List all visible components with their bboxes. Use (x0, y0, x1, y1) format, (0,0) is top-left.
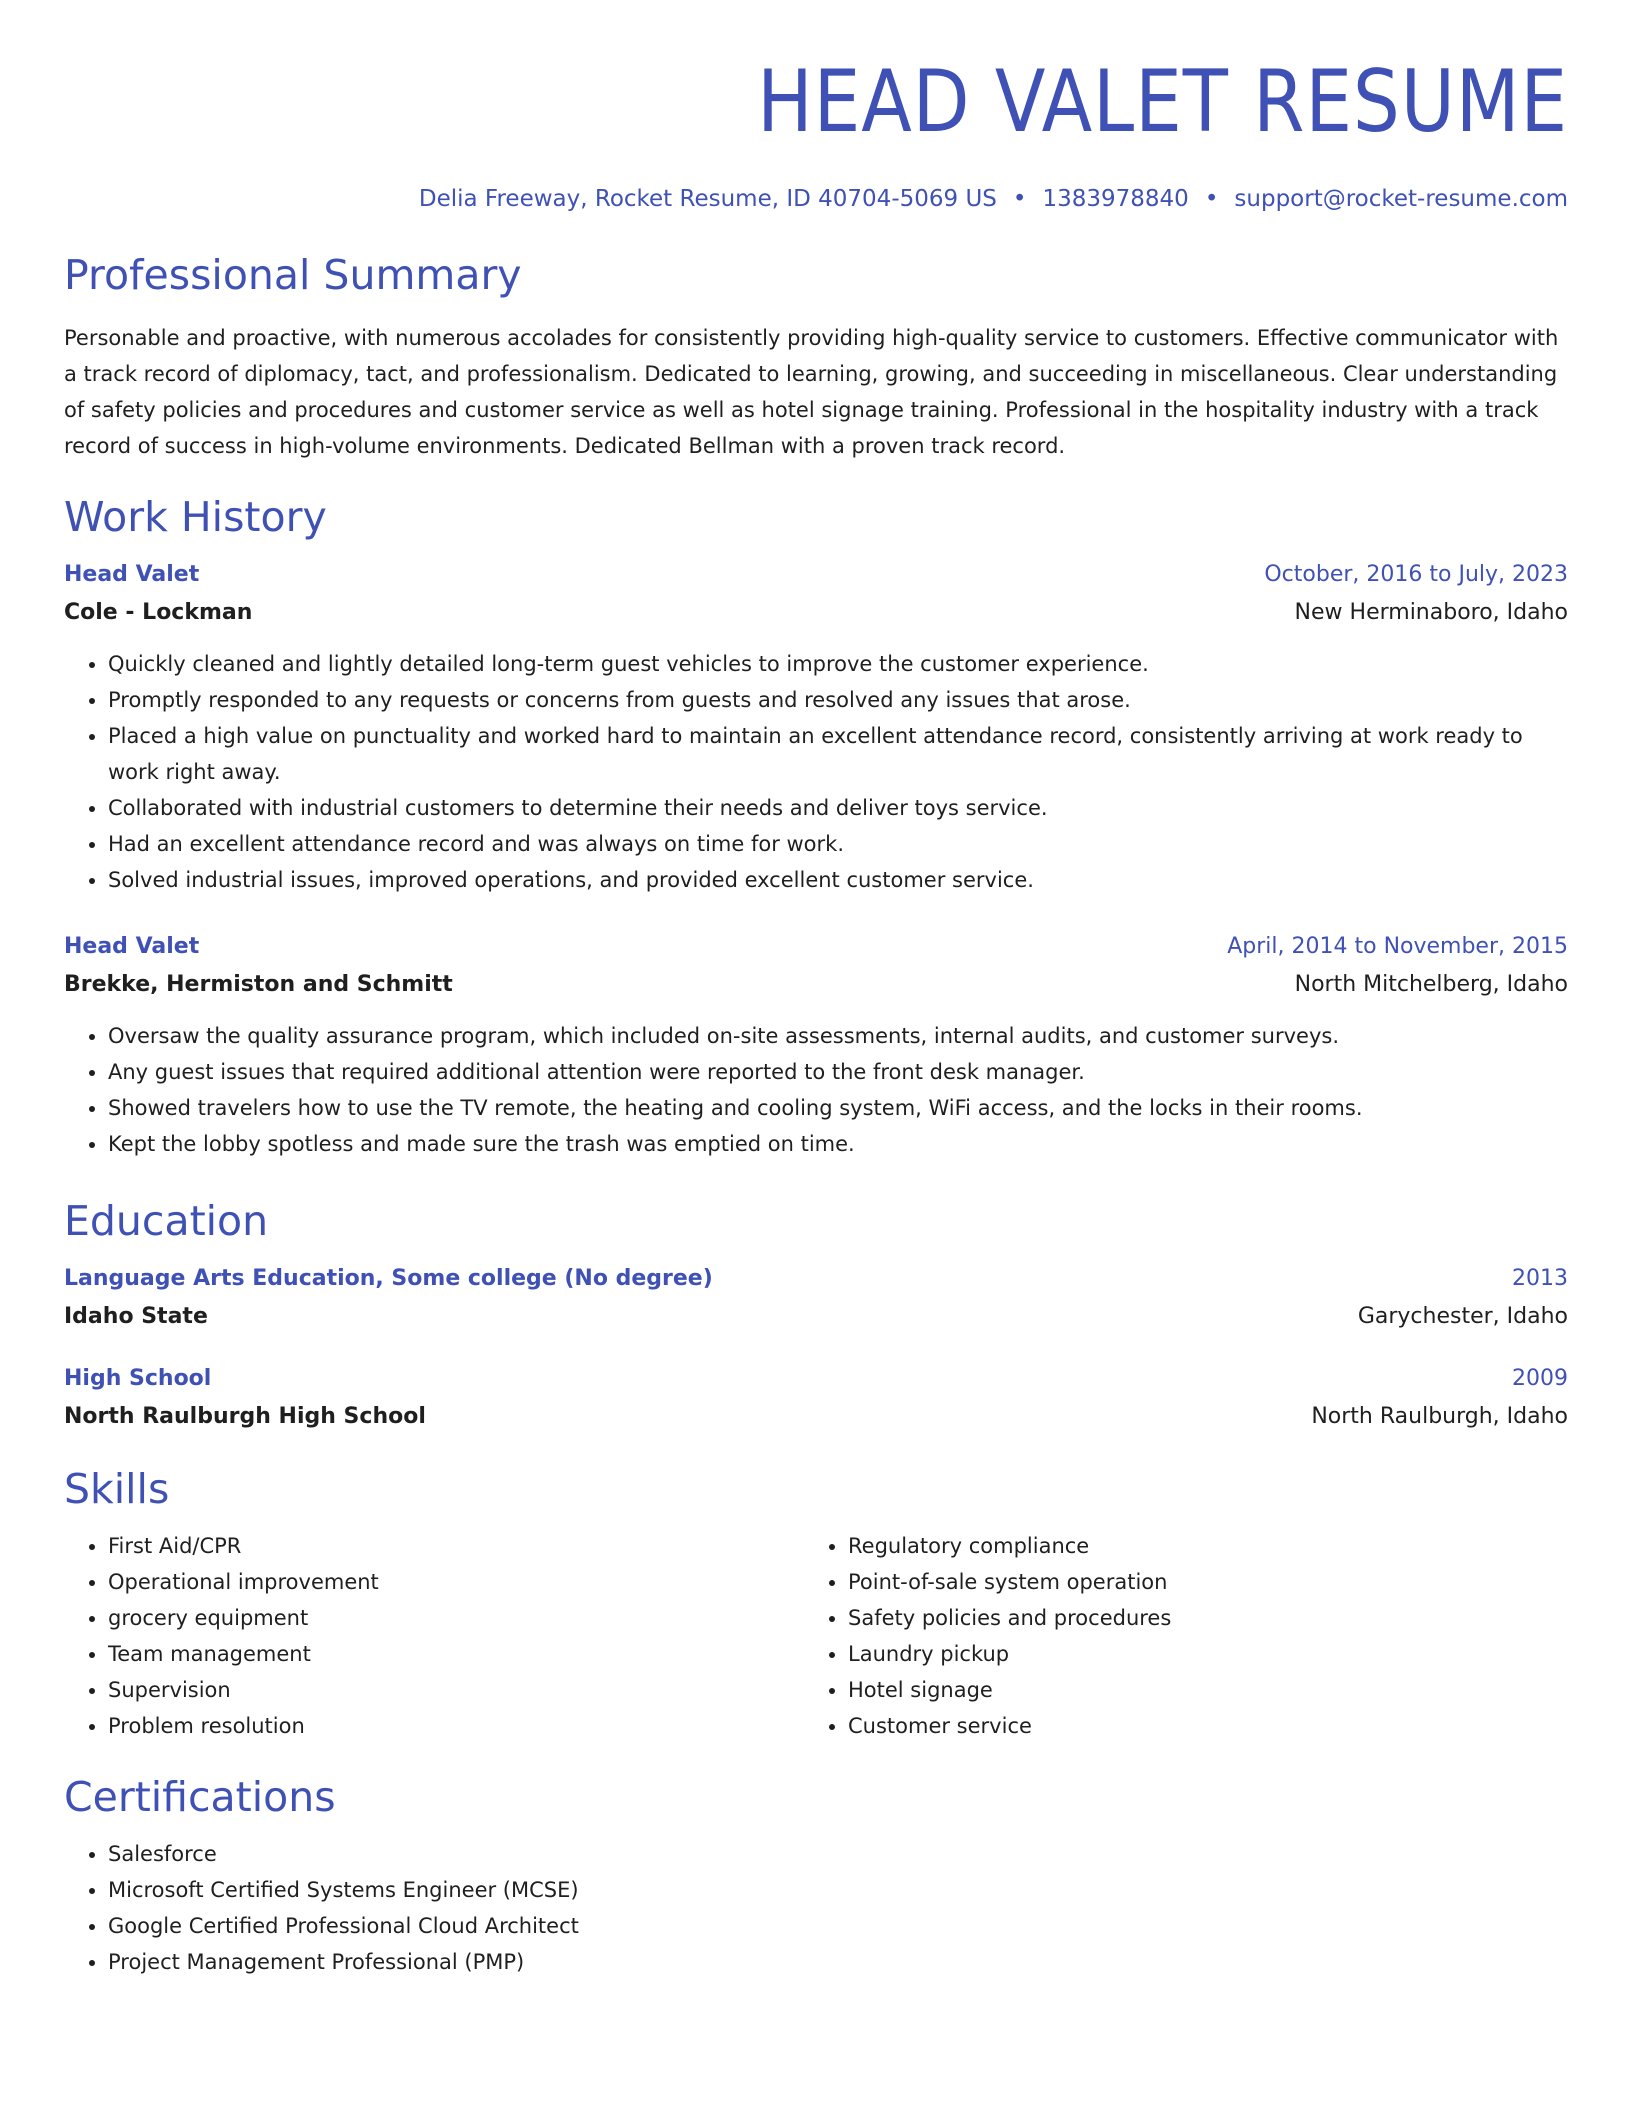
job-duty: • Kept the lobby spotless and made sure the trash was emptied on time. (108, 1126, 1568, 1162)
skill-item: • Regulatory compliance (848, 1528, 1544, 1564)
contact-separator: • (1012, 186, 1027, 212)
job-duty: • Had an excellent attendance record and was always on time for work. (108, 826, 1568, 862)
job-entry (64, 928, 1568, 1162)
skill-item: • Supervision (108, 1672, 804, 1708)
skill-item: • grocery equipment (108, 1600, 804, 1636)
contact-email[interactable]: support@rocket-resume.com (1234, 186, 1568, 212)
certifications-heading: Certifications (64, 1773, 336, 1821)
education-heading: Education (64, 1197, 269, 1245)
job-duty: • Placed a high value on punctuality and worked hard to maintain an excellent attendance record, consistently arriving at work ready to work right away. (108, 718, 1568, 790)
contact-address: Delia Freeway, Rocket Resume, ID 40704-5069 US (418, 186, 997, 212)
contact-line (64, 182, 1568, 216)
skill-item: • Team management (108, 1636, 804, 1672)
education-entry (64, 1260, 1568, 1336)
education-school-row (64, 1398, 1568, 1436)
skill-item: • First Aid/CPR (108, 1528, 804, 1564)
job-duty: • Solved industrial issues, improved operations, and provided excellent customer service. (108, 862, 1568, 898)
job-duties-list (64, 1018, 1568, 1162)
job-company: Brekke, Hermiston and Schmitt (64, 972, 453, 997)
summary-text: Personable and proactive, with numerous accolades for consistently providing high-quality service to customers. Effective communicator with a track record of diplomacy, tact, and professionalism. Dedicated to learning, growing, and succeeding in miscellaneous. Clear understanding of safety policies and procedures and customer service as well as hotel signage training. Professional in the hospitality industry with a track record of success in high-volume environments. Dedicated Bellman with a proven track record. (64, 326, 1559, 458)
certification-item: • Microsoft Certified Systems Engineer (MCSE) (108, 1872, 1568, 1908)
certification-item: • Google Certified Professional Cloud Architect (108, 1908, 1568, 1944)
education-header-row (64, 1360, 1568, 1398)
education-degree: High School (64, 1366, 212, 1391)
education-school: Idaho State (64, 1304, 208, 1329)
skill-item: • Operational improvement (108, 1564, 804, 1600)
job-header-row (64, 928, 1568, 966)
skills-column-right (804, 1528, 1544, 1744)
job-entry (64, 556, 1568, 898)
education-location: Garychester, Idaho (1357, 1304, 1568, 1329)
summary-heading: Professional Summary (64, 251, 522, 299)
job-company-row (64, 966, 1568, 1004)
resume-title: HEAD VALET RESUME (757, 52, 1568, 152)
job-header-row (64, 556, 1568, 594)
skills-column-left (64, 1528, 804, 1744)
skill-item: • Problem resolution (108, 1708, 804, 1744)
certification-item: • Salesforce (108, 1836, 1568, 1872)
job-company-row (64, 594, 1568, 632)
skill-item: • Point-of-sale system operation (848, 1564, 1544, 1600)
skill-item: • Hotel signage (848, 1672, 1544, 1708)
skill-item: • Customer service (848, 1708, 1544, 1744)
job-duty: • Oversaw the quality assurance program, which included on-site assessments, internal audits, and customer surveys. (108, 1018, 1568, 1054)
job-duty: • Quickly cleaned and lightly detailed long-term guest vehicles to improve the customer experience. (108, 646, 1568, 682)
job-location: North Mitchelberg, Idaho (1294, 972, 1568, 997)
work-history-heading: Work History (64, 493, 327, 541)
education-degree: Language Arts Education, Some college (No degree) (64, 1266, 713, 1291)
job-role: Head Valet (64, 934, 200, 959)
education-location: North Raulburgh, Idaho (1311, 1404, 1568, 1429)
education-year: 2013 (1512, 1266, 1568, 1291)
contact-separator: • (1204, 186, 1219, 212)
skills-heading: Skills (64, 1465, 170, 1513)
certification-item: • Project Management Professional (PMP) (108, 1944, 1568, 1980)
job-duty: • Collaborated with industrial customers to determine their needs and deliver toys service. (108, 790, 1568, 826)
education-school-row (64, 1298, 1568, 1336)
job-duty: • Showed travelers how to use the TV remote, the heating and cooling system, WiFi access, and the locks in their rooms. (108, 1090, 1568, 1126)
skill-item: • Safety policies and procedures (848, 1600, 1544, 1636)
job-role: Head Valet (64, 562, 200, 587)
job-duties-list (64, 646, 1568, 898)
job-dates: April, 2014 to November, 2015 (1227, 934, 1568, 959)
skills-list (64, 1528, 804, 1744)
education-entry (64, 1360, 1568, 1436)
skills-grid (64, 1528, 1568, 1744)
education-header-row (64, 1260, 1568, 1298)
skill-item: • Laundry pickup (848, 1636, 1544, 1672)
education-year: 2009 (1512, 1366, 1568, 1391)
certifications-list (64, 1836, 1568, 1980)
job-dates: October, 2016 to July, 2023 (1264, 562, 1568, 587)
skills-list (804, 1528, 1544, 1744)
job-location: New Herminaboro, Idaho (1294, 600, 1568, 625)
job-duty: • Any guest issues that required additional attention were reported to the front desk manager. (108, 1054, 1568, 1090)
contact-phone: 1383978840 (1042, 186, 1189, 212)
education-school: North Raulburgh High School (64, 1404, 426, 1429)
job-duty: • Promptly responded to any requests or concerns from guests and resolved any issues that arose. (108, 682, 1568, 718)
job-company: Cole - Lockman (64, 600, 253, 625)
